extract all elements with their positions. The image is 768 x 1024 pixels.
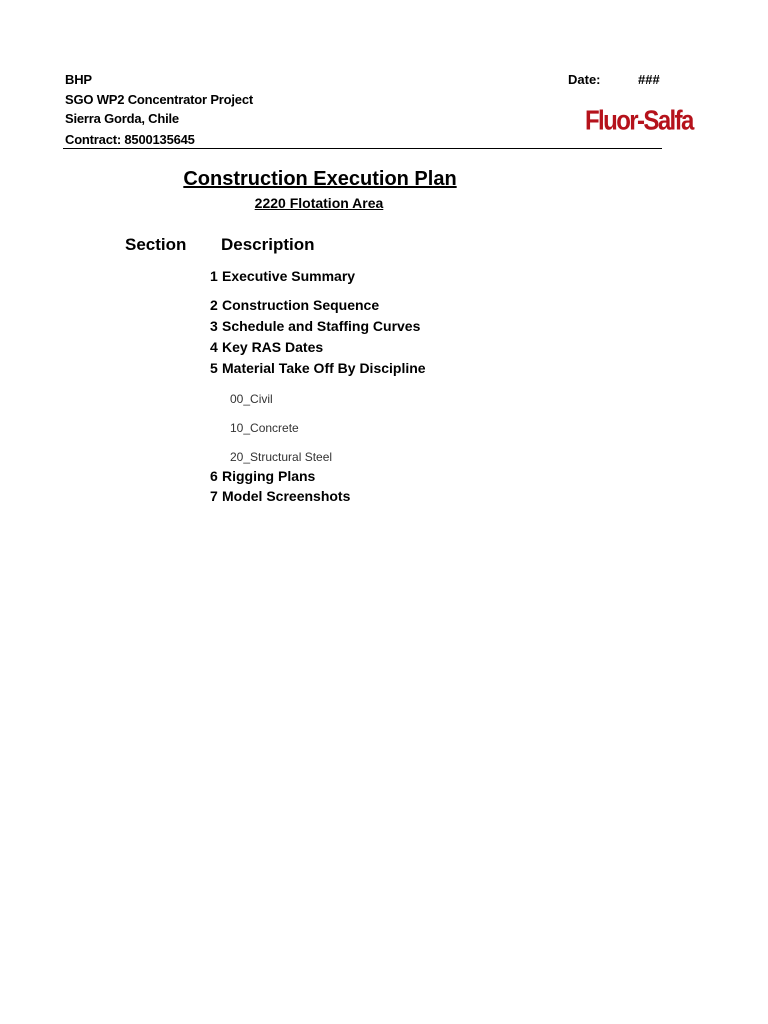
toc-item-label: Rigging Plans xyxy=(222,468,316,484)
toc-item-4[interactable] xyxy=(210,339,323,355)
toc-subitem-concrete[interactable]: 10_Concrete xyxy=(230,421,299,435)
toc-item-number: 3 xyxy=(210,318,218,334)
toc-item-6[interactable] xyxy=(210,468,315,484)
document-title: Construction Execution Plan xyxy=(183,168,457,190)
toc-item-number: 4 xyxy=(210,339,218,355)
toc-item-label: Material Take Off By Discipline xyxy=(222,360,426,376)
toc-item-number: 2 xyxy=(210,297,218,313)
toc-item-number: 5 xyxy=(210,360,218,376)
toc-item-1[interactable] xyxy=(210,268,355,284)
toc-item-7[interactable] xyxy=(210,488,350,504)
toc-subitem-structural-steel[interactable]: 20_Structural Steel xyxy=(230,450,333,464)
toc-item-number: 6 xyxy=(210,468,218,484)
toc-item-3[interactable] xyxy=(210,318,420,334)
toc-item-5[interactable] xyxy=(210,360,426,376)
header-divider xyxy=(63,148,662,149)
description-column-header: Description xyxy=(221,235,315,254)
document-subtitle: 2220 Flotation Area xyxy=(254,195,384,211)
client-name: BHP xyxy=(65,72,92,87)
project-name: SGO WP2 Concentrator Project xyxy=(65,92,253,107)
logo-text-left: Fluor xyxy=(585,105,637,137)
toc-item-label: Construction Sequence xyxy=(222,297,380,313)
toc-item-number: 1 xyxy=(210,268,218,284)
toc-item-2[interactable] xyxy=(210,297,379,313)
toc-item-label: Key RAS Dates xyxy=(222,339,324,355)
logo-text-right: Salfa xyxy=(643,105,693,137)
contract-number: Contract: 8500135645 xyxy=(65,132,195,147)
toc-subitem-civil[interactable]: 00_Civil xyxy=(230,392,273,406)
date-label: Date: xyxy=(568,72,601,87)
toc-item-number: 7 xyxy=(210,488,218,504)
section-column-header: Section xyxy=(125,235,187,254)
project-location: Sierra Gorda, Chile xyxy=(65,111,179,126)
logo-dash: - xyxy=(637,105,644,137)
toc-item-label: Model Screenshots xyxy=(222,488,351,504)
toc-item-label: Schedule and Staffing Curves xyxy=(222,318,421,334)
date-value: ### xyxy=(638,72,660,87)
fluor-salfa-logo xyxy=(585,104,693,139)
toc-item-label: Executive Summary xyxy=(222,268,356,284)
